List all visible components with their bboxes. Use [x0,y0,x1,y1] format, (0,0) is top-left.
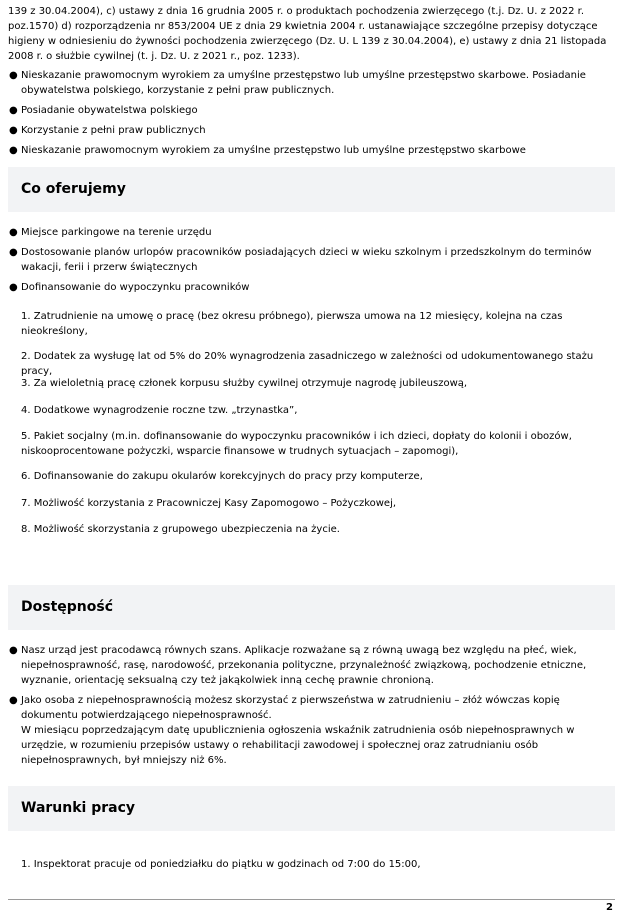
list-item-text: Dofinansowanie do wypoczynku pracowników [21,282,250,293]
numbered-item: 6. Dofinansowanie do zakupu okularów korekcyjnych do pracy przy komputerze, [21,471,423,482]
bullet-icon: ● [9,227,18,238]
list-item [8,103,612,118]
bullet-icon: ● [9,125,18,136]
list-item-text: Korzystanie z pełni praw publicznych [21,125,206,136]
section-heading-conditions: Warunki pracy [8,786,615,831]
list-item-text: Nasz urząd jest pracodawcą równych szans. Aplikacje rozważane są z równą uwagą bez względu na płeć, wiek, niepełnosprawność, rasę, narodowość, przekonania polityczne, przynależność związkową, pochodzenie etniczne, wyznanie, orientację seksualną czy też jakąkolwiek inną cechę prawnie chronioną. [21,645,587,686]
bullet-icon: ● [9,70,18,81]
numbered-item: 3. Za wieloletnią pracę członek korpusu służby cywilnej otrzymuje nagrodę jubileuszową, [21,378,468,389]
numbered-item: 1. Zatrudnienie na umowę o pracę (bez okresu próbnego), pierwsza umowa na 12 miesięcy, kolejna na czas nieokreślony, [21,311,563,337]
bullet-icon: ● [9,145,18,156]
page-number: 2 [606,902,613,913]
accessibility-list [8,643,612,768]
bullet-icon: ● [9,247,18,258]
requirements-list [8,68,612,158]
numbered-item: 8. Możliwość skorzystania z grupowego ubezpieczenia na życie. [21,524,340,535]
list-item [8,280,612,295]
list-item-text: Posiadanie obywatelstwa polskiego [21,105,198,116]
list-item-text: Dostosowanie planów urlopów pracowników posiadających dzieci w wieku szkolnym i przedszkolnym do terminów wakacji, ferii i przerw świątecznych [21,247,592,273]
numbered-item: 1. Inspektorat pracuje od poniedziałku do piątku w godzinach od 7:00 do 15:00, [21,859,421,870]
footer-divider [8,899,615,900]
list-item [8,143,612,158]
numbered-item: 5. Pakiet socjalny (m.in. dofinansowanie do wypoczynku pracowników i ich dzieci, dopłaty do kolonii i obozów, niskooprocentowane pożyczki, wsparcie finansowe w trudnych sytuacjach – zapomogi), [21,431,572,457]
section-heading-offer: Co oferujemy [8,167,615,212]
list-item-text: Jako osoba z niepełnosprawnością możesz skorzystać z pierwszeństwa w zatrudnieniu – złóż wówczas kopię dokumentu potwierdzającego niepełnosprawność. [21,695,560,721]
list-item [8,643,612,688]
numbered-item: 4. Dodatkowe wynagrodzenie roczne tzw. „trzynastka”, [21,405,298,416]
bullet-icon: ● [9,695,18,706]
list-item [8,245,612,275]
list-item-text: W miesiącu poprzedzającym datę upublicznienia ogłoszenia wskaźnik zatrudnienia osób niepełnosprawnych w urzędzie, w rozumieniu przepisów ustawy o rehabilitacji zawodowej i społecznej oraz zatrudnianiu osób niepełnosprawnych, był mniejszy niż 6%. [21,725,575,766]
bullet-icon: ● [9,282,18,293]
bullet-icon: ● [9,105,18,116]
list-item [8,123,612,138]
section-heading-accessibility: Dostępność [8,585,615,630]
list-item-text: Nieskazanie prawomocnym wyrokiem za umyślne przestępstwo lub umyślne przestępstwo skarbowe [21,145,526,156]
list-item-text: Miejsce parkingowe na terenie urzędu [21,227,212,238]
list-item-text: Nieskazanie prawomocnym wyrokiem za umyślne przestępstwo lub umyślne przestępstwo skarbowe. Posiadanie obywatelstwa polskiego, korzystanie z pełni praw publicznych. [21,70,586,96]
list-item [8,693,612,768]
numbered-item: 7. Możliwość korzystania z Pracowniczej Kasy Zapomogowo – Pożyczkowej, [21,498,397,509]
intro-continuation-text: 139 z 30.04.2004), c) ustawy z dnia 16 grudnia 2005 r. o produktach pochodzenia zwierzęcego (t.j. Dz. U. z 2022 r. poz.1570) d) rozporządzenia nr 853/2004 UE z dnia 29 kwietnia 2004 r. ustanawiające szczególne przepisy dotyczące higieny w odniesieniu do żywności pochodzenia zwierzęcego (Dz. U. L 139 z 30.04.2004), e) ustawy z dnia 21 listopada 2008 r. o służbie cywilnej (t. j. Dz. U. z 2021 r., poz. 1233). [8,6,607,62]
offer-list [8,225,612,295]
numbered-item: 2. Dodatek za wysługę lat od 5% do 20% wynagrodzenia zasadniczego w zależności od udokumentowanego stażu pracy, [21,351,594,377]
list-item [8,225,612,240]
bullet-icon: ● [9,645,18,656]
list-item [8,68,612,98]
